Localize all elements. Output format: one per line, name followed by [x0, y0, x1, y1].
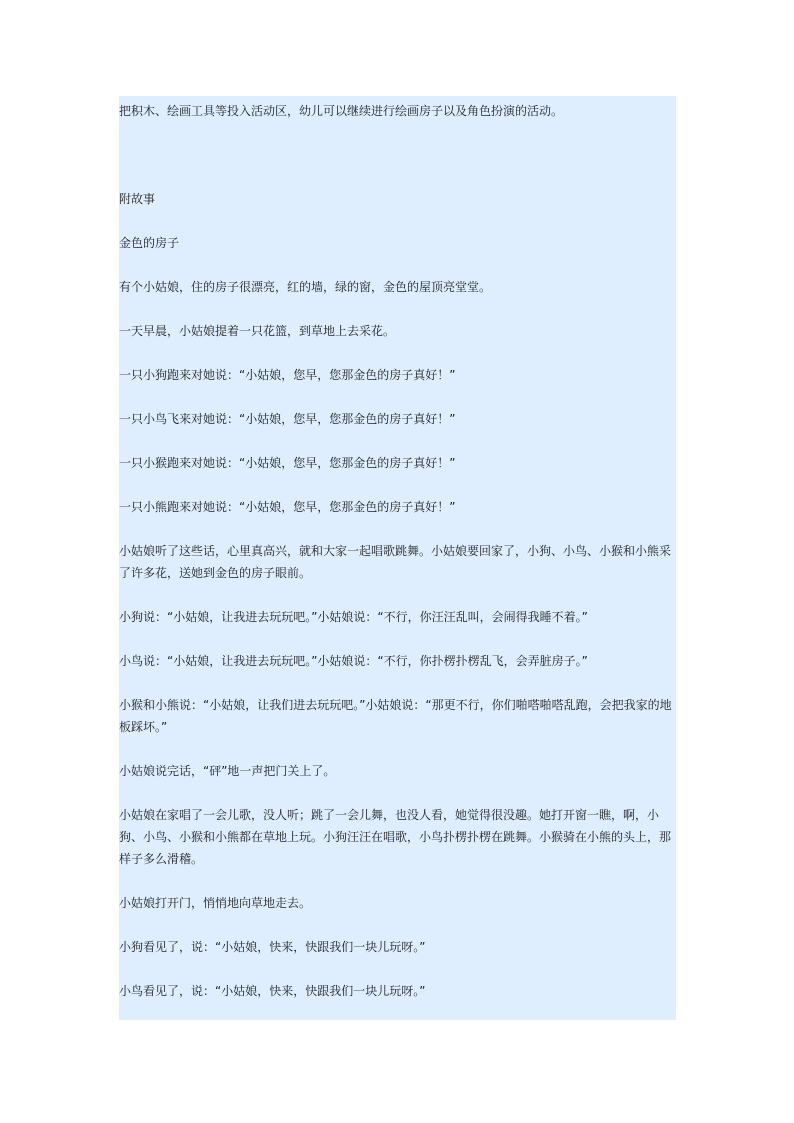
- story-paragraph: 小猴和小熊说：“小姑娘，让我们进去玩玩吧。”小姑娘说：“那更不行，你们啪嗒啪嗒乱跑，会把我家的地板踩坏。”: [119, 698, 672, 734]
- story-paragraph: 一只小猴跑来对她说：“小姑娘，您早，您那金色的房子真好！”: [119, 456, 456, 470]
- story-paragraph: 小姑娘打开门，悄悄地向草地走去。: [119, 896, 312, 910]
- story-paragraph: 一只小熊跑来对她说：“小姑娘，您早，您那金色的房子真好！”: [119, 500, 456, 514]
- story-paragraph: 小鸟说：“小姑娘，让我进去玩玩吧。”小姑娘说：“不行，你扑楞扑楞乱飞，会弄脏房子。”: [119, 654, 588, 668]
- story-paragraph: 一只小鸟飞来对她说：“小姑娘，您早，您那金色的房子真好！”: [119, 412, 456, 426]
- story-paragraph: 小狗说：“小姑娘，让我进去玩玩吧。”小姑娘说：“不行，你汪汪乱叫，会闹得我睡不着。”: [119, 610, 588, 624]
- story-paragraph: 小姑娘在家唱了一会儿歌，没人听；跳了一会儿舞，也没人看，她觉得很没趣。她打开窗一瞧，啊，小狗、小鸟、小猴和小熊都在草地上玩。小狗汪汪在唱歌，小鸟扑楞扑楞在跳舞。小猴骑在小熊的头上，那样子多么滑稽。: [119, 808, 672, 866]
- story-paragraph: 小姑娘听了这些话，心里真高兴，就和大家一起唱歌跳舞。小姑娘要回家了，小狗、小鸟、小猴和小熊采了许多花，送她到金色的房子眼前。: [119, 544, 672, 580]
- paragraph-intro: 把积木、绘画工具等投入活动区，幼儿可以继续进行绘画房子以及角色扮演的活动。: [119, 104, 564, 118]
- story-paragraph: 小鸟看见了，说：“小姑娘，快来，快跟我们一块儿玩呀。”: [119, 984, 426, 998]
- content-panel: [119, 96, 676, 1020]
- story-paragraph: 小姑娘说完话，“砰”地一声把门关上了。: [119, 764, 336, 778]
- story-paragraph: 一只小狗跑来对她说：“小姑娘，您早，您那金色的房子真好！”: [119, 368, 456, 382]
- story-title: 金色的房子: [119, 236, 180, 250]
- story-paragraph: 有个小姑娘，住的房子很漂亮，红的墙，绿的窗，金色的屋顶亮堂堂。: [119, 280, 492, 294]
- story-paragraph: 一天早晨，小姑娘提着一只花篮，到草地上去采花。: [119, 324, 396, 338]
- story-paragraph: 小狗看见了，说：“小姑娘，快来，快跟我们一块儿玩呀。”: [119, 940, 426, 954]
- section-heading: 附故事: [119, 192, 156, 206]
